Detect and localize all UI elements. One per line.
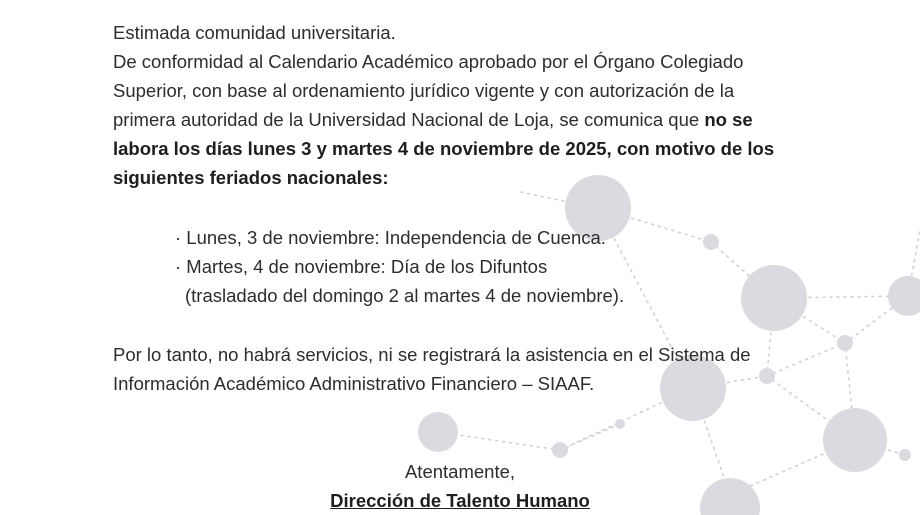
holiday-item: · Martes, 4 de noviembre: Día de los Difuntos: [175, 256, 548, 277]
network-node: [741, 265, 807, 331]
paragraph-1-line-3-regular: primera autoridad de la Universidad Nacional de Loja, se comunica que: [113, 109, 705, 130]
paragraph-1-line-3: [113, 105, 753, 134]
network-node: [837, 335, 853, 351]
network-node: [615, 419, 625, 429]
holiday-note: (trasladado del domingo 2 al martes 4 de noviembre).: [185, 285, 625, 306]
paragraph-2-line-2: Información Académico Administrativo Financiero – SIAAF.: [113, 373, 595, 394]
paragraph-1-line-5-bold: siguientes feriados nacionales:: [113, 167, 389, 188]
paragraph-1-line-1: De conformidad al Calendario Académico aprobado por el Órgano Colegiado: [113, 51, 744, 72]
network-node: [759, 368, 775, 384]
paragraph-2-line-1: Por lo tanto, no habrá servicios, ni se registrará la asistencia en el Sistema de: [113, 344, 751, 365]
network-link: [560, 424, 620, 450]
signer-line: [0, 486, 920, 515]
network-node: [703, 234, 719, 250]
network-link: [767, 343, 845, 376]
signer: Dirección de Talento Humano: [330, 490, 590, 511]
closing: Atentamente,: [404, 461, 516, 482]
holiday-item: · Lunes, 3 de noviembre: Independencia de Cuenca.: [175, 227, 606, 248]
network-node: [888, 276, 920, 316]
network-node: [552, 442, 568, 458]
paragraph-1-line-2: Superior, con base al ordenamiento jurídico vigente y con autorización de la: [113, 80, 735, 101]
greeting: Estimada comunidad universitaria.: [113, 22, 396, 43]
network-node: [418, 412, 458, 452]
paragraph-1-line-3-bold: no se: [704, 109, 753, 130]
paragraph-1-line-5: [113, 163, 389, 192]
paragraph-1-line-4-bold: labora los días lunes 3 y martes 4 de noviembre de 2025, con motivo de los: [113, 138, 775, 159]
paragraph-1-line-4: [113, 134, 774, 163]
